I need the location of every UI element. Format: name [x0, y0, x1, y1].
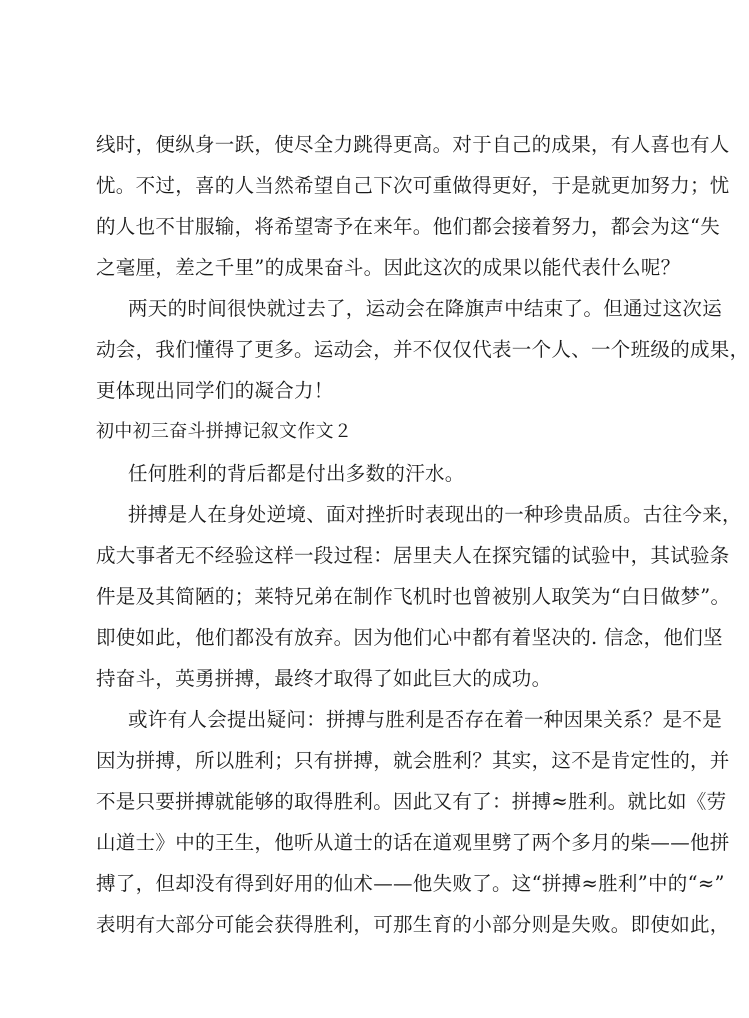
paragraph-5-line-2: 因为拼搏，所以胜利；只有拼搏，就会胜利？其实，这不是肯定性的，并 [96, 749, 730, 772]
paragraph-4-line-2: 成大事者无不经验这样一段过程：居里夫人在探究镭的试验中，其试验条 [96, 544, 730, 567]
paragraph-1-line-3: 的人也不甘服输，将希望寄予在来年。他们都会接着努力，都会为这“失 [96, 215, 721, 238]
paragraph-5-line-5: 搏了，但却没有得到好用的仙术——他失败了。这“拼搏≈胜利”中的“≈” [96, 872, 725, 895]
paragraph-2-line-1: 两天的时间很快就过去了，运动会在降旗声中结束了。但通过这次运 [128, 297, 723, 320]
section-heading: 初中初三奋斗拼搏记叙文作文２ [96, 421, 353, 442]
paragraph-3-line-1: 任何胜利的背后都是付出多数的汗水。 [128, 462, 465, 485]
paragraph-2-line-2: 动会，我们懂得了更多。运动会，并不仅仅代表一个人、一个班级的成果， [96, 338, 749, 361]
paragraph-5-line-1: 或许有人会提出疑问：拼搏与胜利是否存在着一种因果关系？是不是 [128, 708, 723, 731]
paragraph-1-line-4: 之毫厘，差之千里”的成果奋斗。因此这次的成果以能代表什么呢？ [96, 256, 681, 279]
paragraph-4-line-5: 持奋斗，英勇拼搏，最终才取得了如此巨大的成功。 [96, 667, 552, 690]
paragraph-1-line-1: 线时，便纵身一跃，使尽全力跳得更高。对于自己的成果，有人喜也有人 [96, 133, 730, 156]
paragraph-1-line-2: 忧。不过，喜的人当然希望自己下次可重做得更好，于是就更加努力；忧 [96, 174, 730, 197]
paragraph-2-line-3: 更体现出同学们的凝合力！ [96, 379, 334, 402]
paragraph-4-line-3: 件是及其简陋的；莱特兄弟在制作飞机时也曾被别人取笑为“白日做梦”。 [96, 585, 731, 608]
paragraph-5-line-6: 表明有大部分可能会获得胜利，可那生育的小部分则是失败。即使如此， [96, 913, 730, 936]
paragraph-5-line-3: 不是只要拼搏就能够的取得胜利。因此又有了：拼搏≈胜利。就比如《劳 [96, 790, 727, 813]
paragraph-4-line-4: 即使如此，他们都没有放弃。因为他们心中都有着坚决的. 信念，他们坚 [96, 626, 723, 649]
paragraph-4-line-1: 拼搏是人在身处逆境、面对挫折时表现出的一种珍贵品质。古往今来， [128, 503, 742, 526]
paragraph-5-line-4: 山道士》中的王生，他听从道士的话在道观里劈了两个多月的柴——他拼 [96, 831, 730, 854]
